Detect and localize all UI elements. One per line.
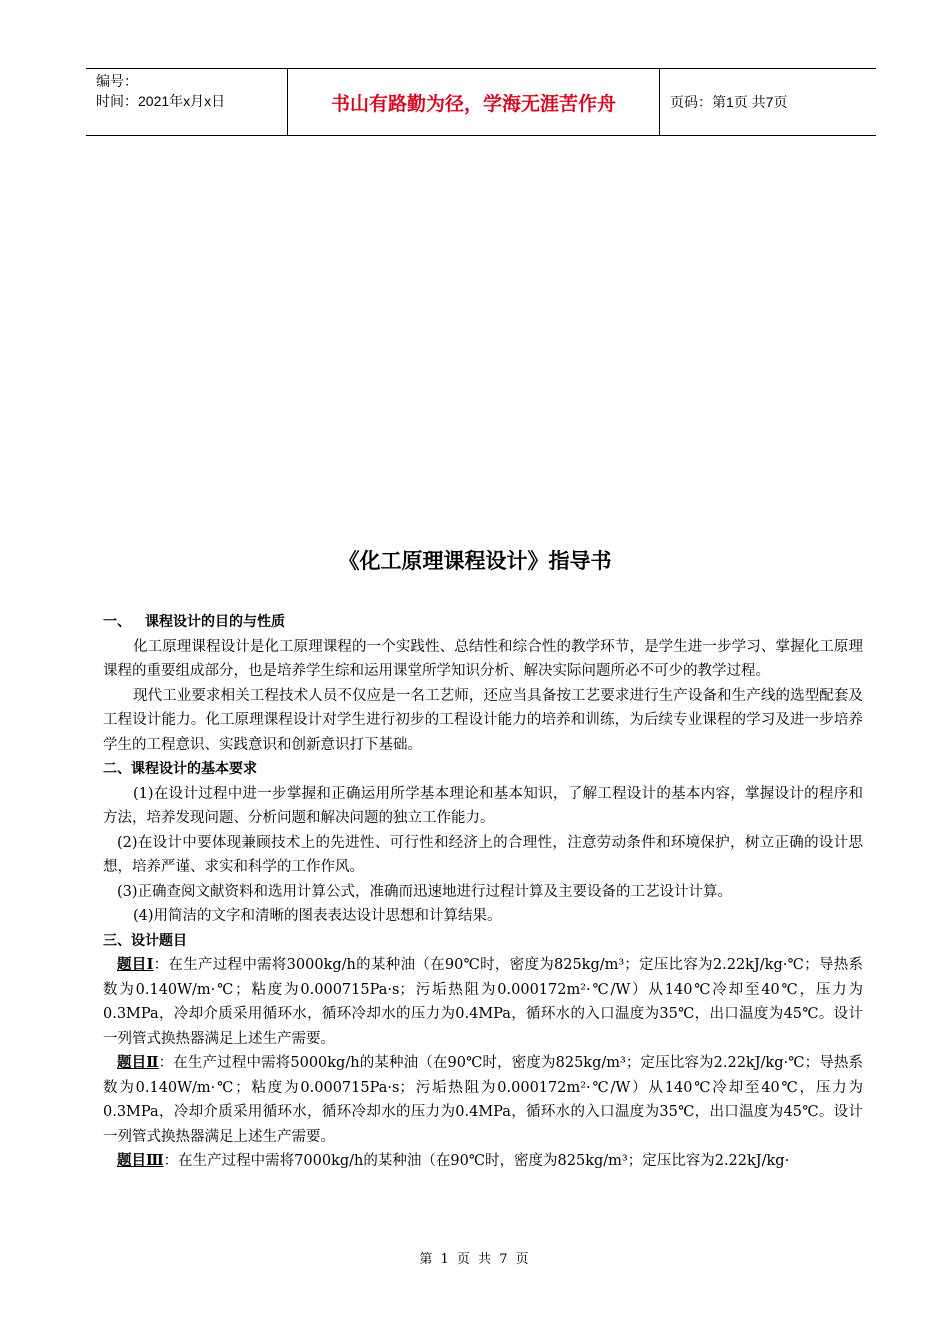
- document-title: 《化工原理课程设计》指导书: [338, 549, 612, 573]
- header-page-info: 页码：第1页 共7页: [670, 94, 788, 110]
- topic-1: [103, 953, 863, 1051]
- header-meta: [86, 69, 288, 135]
- page-footer: 第 1 页 共 7 页: [419, 1252, 531, 1267]
- topic-3-label: 题目Ⅲ: [117, 1152, 164, 1169]
- requirement-2: (2)在设计中要体现兼顾技术上的先进性、可行性和经济上的合理性，注意劳动条件和环境保护，树立正确的设计思想，培养严谨、求实和科学的工作作风。: [103, 834, 863, 875]
- header-motto: 书山有路勤为径，学海无涯苦作舟: [288, 69, 660, 135]
- topic-2-label: 题目Ⅱ: [117, 1054, 159, 1071]
- requirement-4: (4)用简洁的文字和清晰的图表表达设计思想和计算结果。: [133, 908, 502, 924]
- document-body: [103, 610, 863, 1174]
- section-3-heading: 三、设计题目: [103, 932, 187, 949]
- topic-3-text: ：在生产过程中需将7000kg/h的某种油（在90℃时，密度为825kg/m³；定压比容为2.22kJ/kg·: [163, 1153, 790, 1169]
- section-1-number: 一、: [103, 614, 131, 630]
- topic-3: [103, 1149, 863, 1174]
- page-header: [86, 68, 876, 136]
- section-1-heading: [103, 610, 863, 635]
- section-1-paragraph-1: 化工原理课程设计是化工原理课程的一个实践性、总结性和综合性的教学环节，是学生进一步学习、掌握化工原理课程的重要组成部分，也是培养学生综和运用课堂所学知识分析、解决实际问题所必不可少的教学过程。: [103, 638, 863, 679]
- topic-2-text: ：在生产过程中需将5000kg/h的某种油（在90℃时，密度为825kg/m³；定压比容为2.22kJ/kg·℃；导热系数为0.140W/m·℃；粘度为0.000715Pa·s；污垢热阻为0.000172m²·℃/W）从140℃冷却至40℃，压力为0.3MPa，冷却介质采用循环水，循环冷却水的压力为0.4MPa，循环水的入口温度为35℃，出口温度为45℃。设计一列管式换热器满足上述生产需要。: [103, 1055, 863, 1145]
- date-label: 时间：2021年x月x日: [96, 93, 226, 109]
- requirement-1: (1)在设计过程中进一步掌握和正确运用所学基本理论和基本知识，了解工程设计的基本内容，掌握设计的程序和方法，培养发现问题、分析问题和解决问题的独立工作能力。: [103, 785, 863, 826]
- section-1-title: 课程设计的目的与性质: [145, 614, 285, 630]
- topic-1-text: ：在生产过程中需将3000kg/h的某种油（在90℃时，密度为825kg/m³；定压比容为2.22kJ/kg·℃；导热系数为0.140W/m·℃；粘度为0.000715Pa·s；污垢热阻为0.000172m²·℃/W）从140℃冷却至40℃，压力为0.3MPa，冷却介质采用循环水，循环冷却水的压力为0.4MPa，循环水的入口温度为35℃，出口温度为45℃。设计一列管式换热器满足上述生产需要。: [103, 957, 863, 1047]
- topic-1-label: 题目Ⅰ: [117, 956, 154, 973]
- section-2-heading: 二、课程设计的基本要求: [103, 761, 257, 777]
- topic-2: [103, 1051, 863, 1149]
- number-label: 编号：: [96, 73, 138, 89]
- section-1-paragraph-2: 现代工业要求相关工程技术人员不仅应是一名工艺师，还应当具备按工艺要求进行生产设备和生产线的选型配套及工程设计能力。化工原理课程设计对学生进行初步的工程设计能力的培养和训练，为后续专业课程的学习及进一步培养学生的工程意识、实践意识和创新意识打下基础。: [103, 687, 863, 753]
- requirement-3: (3)正确查阅文献资料和选用计算公式，准确而迅速地进行过程计算及主要设备的工艺设计计算。: [117, 883, 733, 900]
